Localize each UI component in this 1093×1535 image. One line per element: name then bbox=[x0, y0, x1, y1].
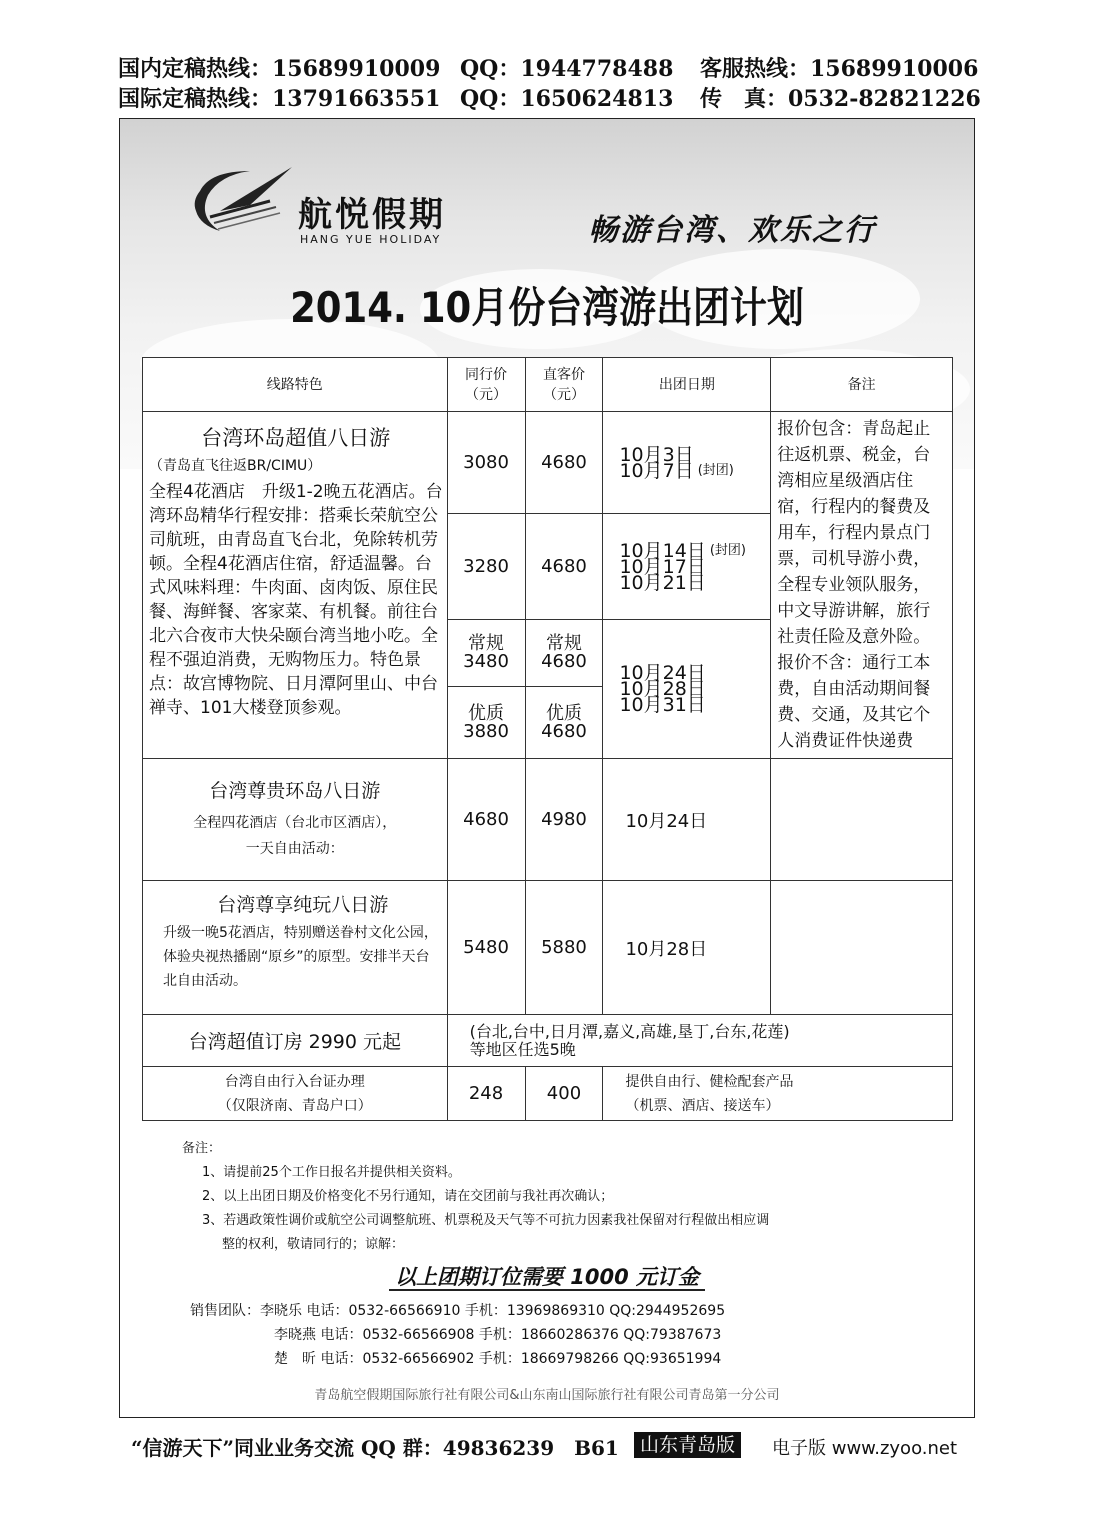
tour2-line2: 一天自由活动： bbox=[245, 840, 344, 857]
tour1-r1-dates: 10月3日 10月7日 $^{(封团)}$ bbox=[603, 412, 771, 514]
qq-group-line: “信游天下”同业业务交流 QQ 群：49836239 B61 bbox=[131, 1436, 619, 1460]
service-hotline: 客服热线：15689910006 bbox=[700, 56, 979, 82]
tour1-r3-peer: 常规 3480 bbox=[447, 620, 525, 687]
tour2-peer: 4680 bbox=[447, 759, 525, 881]
tour3-title: 台湾尊享纯玩八日游 bbox=[217, 894, 389, 916]
tour1-r2-peer: 3280 bbox=[447, 514, 525, 620]
table-row bbox=[143, 759, 953, 881]
tour1-r2-retail: 4680 bbox=[525, 514, 603, 620]
tour2-title: 台湾尊贵环岛八日游 bbox=[209, 779, 381, 802]
table-row bbox=[143, 1015, 953, 1067]
permit-note: 提供自由行、健检配套产品 （机票、酒店、接送车） bbox=[603, 1067, 953, 1121]
sales-team bbox=[190, 1299, 725, 1371]
remark-3: 3、若遇政策性调价或航空公司调整航班、机票税及天气等不可抗力因素我社保留对行程做出相应调 bbox=[202, 1213, 770, 1228]
logo-english-name: HANG YUE HOLIDAY bbox=[300, 233, 442, 246]
remark-2: 2、以上出团日期及价格变化不另行通知，请在交团前与我社再次确认； bbox=[202, 1189, 614, 1204]
deposit-notice: 以上团期订位需要 1000 元订金 bbox=[120, 1261, 974, 1291]
electronic-version-link[interactable]: 电子版 www.zyoo.net bbox=[772, 1438, 958, 1459]
edition-badge: 山东青岛版 bbox=[634, 1432, 741, 1458]
sales-person-3: 楚 昕 电话：0532-66566902 手机：18669798266 QQ:93651994 bbox=[274, 1351, 722, 1367]
hotel-offer-title: 台湾超值订房 2990 元起 bbox=[143, 1015, 448, 1067]
price-notes: 报价包含：青岛起止往返机票、税金，台湾相应星级酒店住宿，行程内的餐费及用车，行程内景点门票，司机导游小费，全程专业领队服务，中文导游讲解，旅行社责任险及意外险。报价不含：通行工本费，自由活动期间餐费、交通，及其它个人消费证件快递费 bbox=[771, 412, 953, 759]
tour1-r1-retail: 4680 bbox=[525, 412, 603, 514]
tour3-desc: 升级一晚5花酒店，特别赠送眷村文化公园，体验央视热播剧“原乡”的原型。安排半天台北自由活动。 bbox=[163, 925, 438, 989]
tour3-note bbox=[771, 881, 953, 1015]
tour3-description bbox=[143, 881, 448, 1015]
remark-1: 1、请提前25个工作日报名并提供相关资料。 bbox=[202, 1165, 461, 1180]
table-row bbox=[143, 881, 953, 1015]
sales-person-1: 李晓乐 电话：0532-66566910 手机：13969869310 QQ:2944952695 bbox=[260, 1303, 726, 1319]
company-name: 青岛航空假期国际旅行社有限公司&山东南山国际旅行社有限公司青岛第一分公司 bbox=[314, 1388, 780, 1403]
header-date: 出团日期 bbox=[603, 358, 771, 412]
airplane-logo-icon bbox=[180, 161, 300, 251]
tour-schedule-table bbox=[142, 357, 953, 1121]
flyer-frame bbox=[119, 118, 975, 1418]
permit-peer: 248 bbox=[447, 1067, 525, 1121]
tour1-r3-retail: 常规 4680 bbox=[525, 620, 603, 687]
table-row bbox=[143, 412, 953, 514]
remarks-section bbox=[182, 1137, 769, 1257]
tour2-line1: 全程四花酒店（台北市区酒店）， bbox=[193, 814, 397, 831]
intl-qq: QQ：1650624813 bbox=[460, 86, 674, 112]
header-peer-price: 同行价 （元） bbox=[447, 358, 525, 412]
sales-label: 销售团队： bbox=[190, 1303, 260, 1319]
hotel-offer-cities: (台北,台中,日月潭,嘉义,高雄,垦丁,台东,花莲) 等地区任选5晚 bbox=[447, 1015, 952, 1067]
tour1-description bbox=[143, 412, 448, 759]
page-title: 2014. 10月份台湾游出团计划 bbox=[290, 283, 804, 332]
table-header-row bbox=[143, 358, 953, 412]
fax: 传 真：0532-82821226 bbox=[700, 86, 981, 112]
tour3-date: 10月28日 bbox=[603, 881, 771, 1015]
permit-service: 台湾自由行入台证办理 （仅限济南、青岛户口） bbox=[143, 1067, 448, 1121]
tour1-title: 台湾环岛超值八日游 bbox=[201, 426, 391, 450]
tour2-description bbox=[143, 759, 448, 881]
tour1-desc: 全程4花酒店 升级1-2晚五花酒店。台湾环岛精华行程安排：搭乘长荣航空公司航班，由青岛直飞台北，免除转机劳顿。全程4花酒店住宿，舒适温馨。台式风味料理：牛肉面、卤肉饭、原住民餐、海鲜餐、客家菜、有机餐。前往台北六合夜市大快朵颐台湾当地小吃。全程不强迫消费，无购物压力。特色景点：故宫博物院、日月潭阿里山、中台禅寺、101大楼登顶参观。 bbox=[149, 482, 443, 718]
tour3-peer: 5480 bbox=[447, 881, 525, 1015]
tour2-date: 10月24日 bbox=[603, 759, 771, 881]
tour1-r1-peer: 3080 bbox=[447, 412, 525, 514]
tour1-r4-retail: 优质 4680 bbox=[525, 687, 603, 759]
remark-3-continued: 整的权利，敬请同行的；谅解： bbox=[222, 1237, 405, 1252]
header-retail-price: 直客价 （元） bbox=[525, 358, 603, 412]
domestic-qq: QQ：1944778488 bbox=[460, 56, 674, 82]
intl-hotline: 国际定稿热线：13791663551 bbox=[118, 86, 441, 112]
permit-retail: 400 bbox=[525, 1067, 603, 1121]
sales-person-2: 李晓燕 电话：0532-66566908 手机：18660286376 QQ:79387673 bbox=[274, 1327, 722, 1343]
tour1-r3-dates: 10月24日 10月28日 10月31日 bbox=[603, 620, 771, 759]
logo-chinese-name: 航悦假期 bbox=[298, 195, 446, 235]
domestic-hotline: 国内定稿热线：15689910009 bbox=[118, 56, 441, 82]
tour1-r4-peer: 优质 3880 bbox=[447, 687, 525, 759]
header-route: 线路特色 bbox=[143, 358, 448, 412]
header-remarks: 备注 bbox=[771, 358, 953, 412]
tour2-retail: 4980 bbox=[525, 759, 603, 881]
tour1-r2-dates: 10月14日 $^{(封团)}$ 10月17日 10月21日 bbox=[603, 514, 771, 620]
tour3-retail: 5880 bbox=[525, 881, 603, 1015]
slogan: 畅游台湾、欢乐之行 bbox=[588, 213, 876, 248]
table-row bbox=[143, 1067, 953, 1121]
remarks-title: 备注： bbox=[182, 1141, 222, 1156]
tour1-subtitle: （青岛直飞往返BR/CIMU） bbox=[149, 458, 322, 474]
tour2-note bbox=[771, 759, 953, 881]
